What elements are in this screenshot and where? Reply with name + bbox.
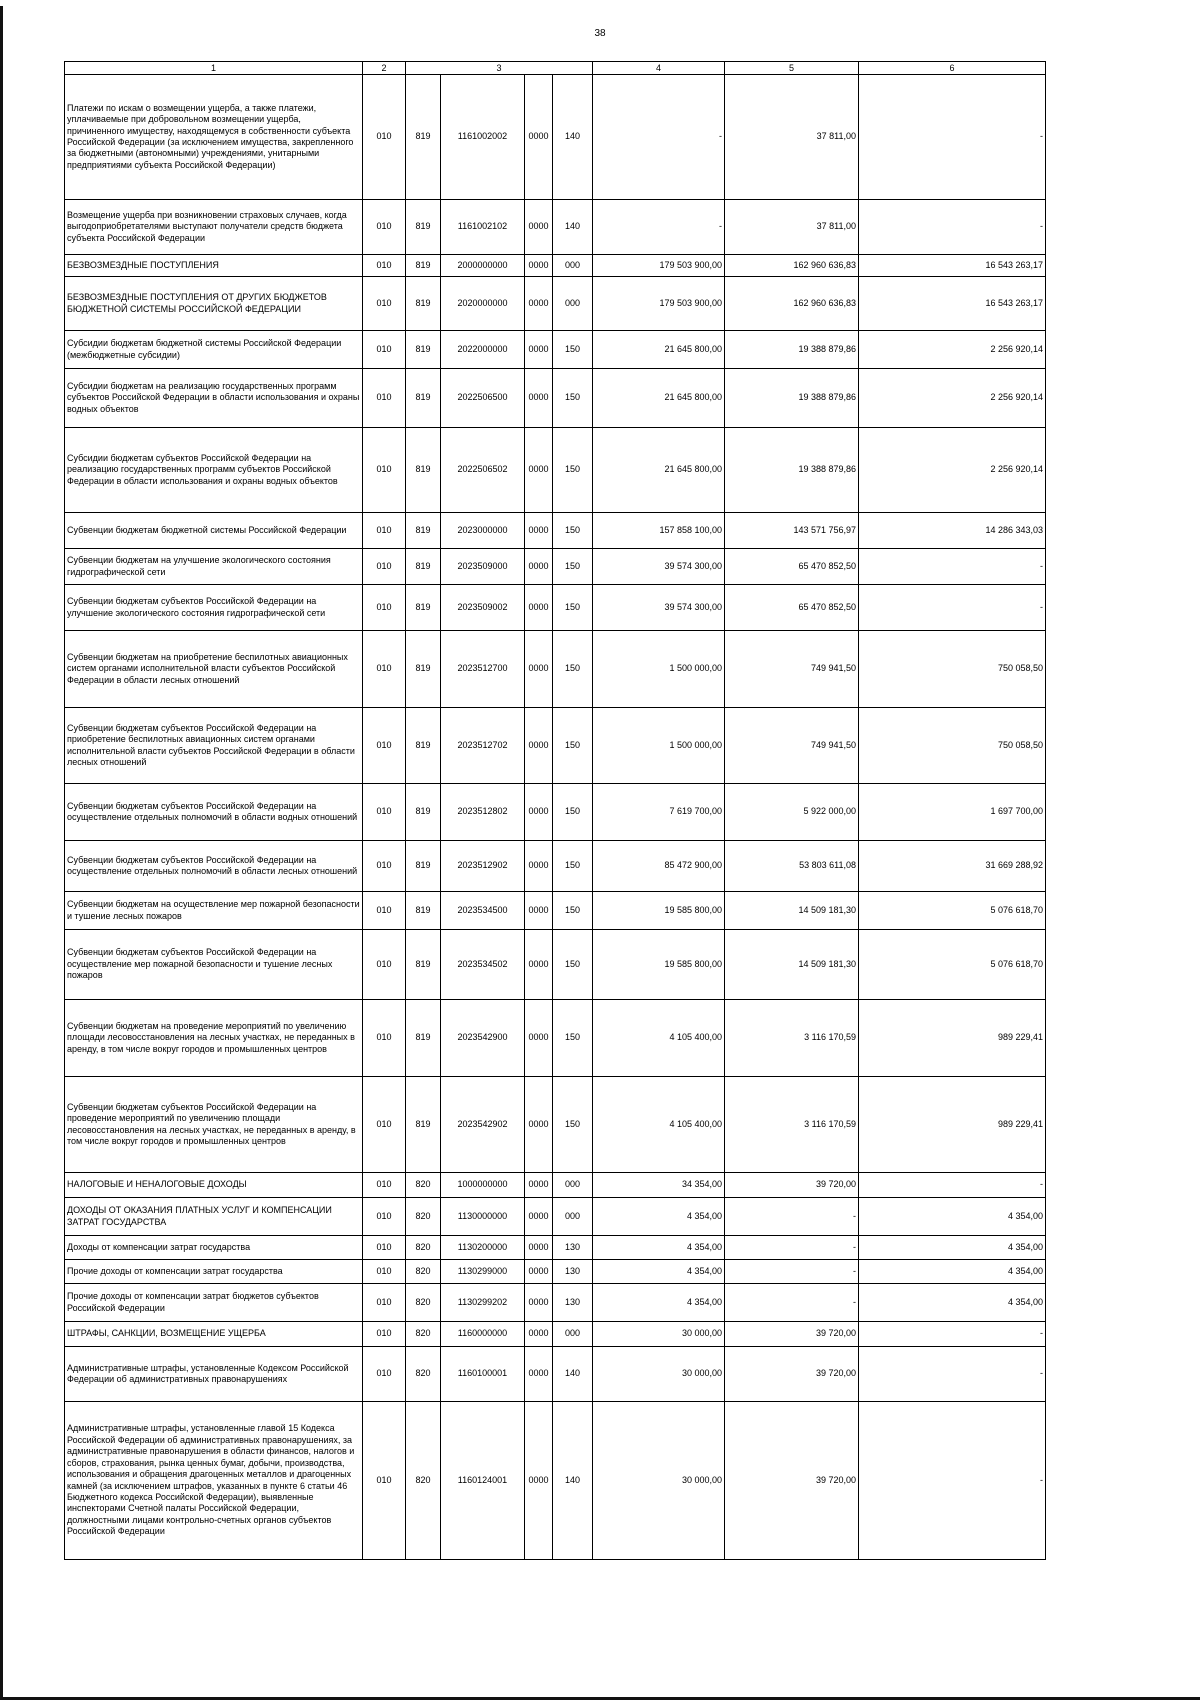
code-sub: 0000 bbox=[525, 75, 553, 200]
code-sub: 0000 bbox=[525, 277, 553, 331]
value-col5: 37 811,00 bbox=[725, 200, 859, 255]
value-col4: 85 472 900,00 bbox=[593, 841, 725, 892]
code-income: 2023512702 bbox=[441, 708, 525, 784]
value-col4: 179 503 900,00 bbox=[593, 277, 725, 331]
code-admin: 819 bbox=[406, 1077, 441, 1173]
code-col2: 010 bbox=[363, 369, 406, 428]
value-col5: 37 811,00 bbox=[725, 75, 859, 200]
table-row bbox=[65, 200, 1046, 255]
code-admin: 819 bbox=[406, 549, 441, 585]
value-col6: 2 256 920,14 bbox=[859, 369, 1046, 428]
value-col6: 16 543 263,17 bbox=[859, 277, 1046, 331]
code-admin: 819 bbox=[406, 930, 441, 1000]
value-col5: 65 470 852,50 bbox=[725, 549, 859, 585]
column-number: 1 bbox=[65, 62, 363, 75]
row-name: Субвенции бюджетам на осуществление мер пожарной безопасности и тушение лесных пожаров bbox=[65, 892, 363, 930]
code-admin: 820 bbox=[406, 1198, 441, 1236]
value-col6: 16 543 263,17 bbox=[859, 255, 1046, 277]
code-income: 2023542902 bbox=[441, 1077, 525, 1173]
value-col5: 39 720,00 bbox=[725, 1322, 859, 1347]
column-number-header-row bbox=[65, 62, 1046, 75]
value-col4: 179 503 900,00 bbox=[593, 255, 725, 277]
value-col4: 21 645 800,00 bbox=[593, 428, 725, 513]
value-col6: 31 669 288,92 bbox=[859, 841, 1046, 892]
value-col6: 4 354,00 bbox=[859, 1260, 1046, 1284]
value-col6: 989 229,41 bbox=[859, 1000, 1046, 1077]
column-number: 2 bbox=[363, 62, 406, 75]
code-kosgu: 130 bbox=[553, 1260, 593, 1284]
code-income: 1130000000 bbox=[441, 1198, 525, 1236]
code-sub: 0000 bbox=[525, 1173, 553, 1198]
code-admin: 819 bbox=[406, 708, 441, 784]
value-col6: 5 076 618,70 bbox=[859, 892, 1046, 930]
code-col2: 010 bbox=[363, 1260, 406, 1284]
code-sub: 0000 bbox=[525, 331, 553, 369]
value-col6: 1 697 700,00 bbox=[859, 784, 1046, 841]
code-col2: 010 bbox=[363, 930, 406, 1000]
code-col2: 010 bbox=[363, 428, 406, 513]
value-col4: 30 000,00 bbox=[593, 1322, 725, 1347]
value-col6: 2 256 920,14 bbox=[859, 428, 1046, 513]
code-admin: 820 bbox=[406, 1173, 441, 1198]
table-row bbox=[65, 1402, 1046, 1560]
code-sub: 0000 bbox=[525, 784, 553, 841]
value-col6: 4 354,00 bbox=[859, 1236, 1046, 1260]
code-col2: 010 bbox=[363, 1198, 406, 1236]
code-income: 1130299000 bbox=[441, 1260, 525, 1284]
value-col6: - bbox=[859, 75, 1046, 200]
code-admin: 820 bbox=[406, 1284, 441, 1322]
code-income: 2023509002 bbox=[441, 585, 525, 631]
code-col2: 010 bbox=[363, 631, 406, 708]
value-col4: 4 354,00 bbox=[593, 1198, 725, 1236]
code-income: 2023512802 bbox=[441, 784, 525, 841]
table-row bbox=[65, 841, 1046, 892]
table-row bbox=[65, 255, 1046, 277]
value-col5: - bbox=[725, 1236, 859, 1260]
value-col6: 750 058,50 bbox=[859, 708, 1046, 784]
value-col4: 1 500 000,00 bbox=[593, 708, 725, 784]
code-income: 2023000000 bbox=[441, 513, 525, 549]
table-row bbox=[65, 1284, 1046, 1322]
row-name: Прочие доходы от компенсации затрат государства bbox=[65, 1260, 363, 1284]
code-kosgu: 000 bbox=[553, 255, 593, 277]
value-col5: 39 720,00 bbox=[725, 1173, 859, 1198]
code-sub: 0000 bbox=[525, 708, 553, 784]
code-admin: 819 bbox=[406, 428, 441, 513]
code-income: 1160124001 bbox=[441, 1402, 525, 1560]
code-kosgu: 140 bbox=[553, 1402, 593, 1560]
row-name: Доходы от компенсации затрат государства bbox=[65, 1236, 363, 1260]
value-col4: 21 645 800,00 bbox=[593, 331, 725, 369]
row-name: Прочие доходы от компенсации затрат бюджетов субъектов Российской Федерации bbox=[65, 1284, 363, 1322]
table-row bbox=[65, 1000, 1046, 1077]
value-col4: 4 354,00 bbox=[593, 1284, 725, 1322]
column-number: 6 bbox=[859, 62, 1046, 75]
code-sub: 0000 bbox=[525, 200, 553, 255]
code-kosgu: 150 bbox=[553, 1077, 593, 1173]
code-kosgu: 150 bbox=[553, 513, 593, 549]
value-col4: 39 574 300,00 bbox=[593, 585, 725, 631]
code-kosgu: 150 bbox=[553, 369, 593, 428]
code-kosgu: 150 bbox=[553, 631, 593, 708]
value-col5: 162 960 636,83 bbox=[725, 277, 859, 331]
code-col2: 010 bbox=[363, 200, 406, 255]
value-col4: 4 105 400,00 bbox=[593, 1000, 725, 1077]
row-name: НАЛОГОВЫЕ И НЕНАЛОГОВЫЕ ДОХОДЫ bbox=[65, 1173, 363, 1198]
code-income: 2020000000 bbox=[441, 277, 525, 331]
row-name: Субвенции бюджетам субъектов Российской Федерации на осуществление отдельных полномочий в области лесных отношений bbox=[65, 841, 363, 892]
value-col6: - bbox=[859, 1347, 1046, 1402]
table-row bbox=[65, 784, 1046, 841]
table-row bbox=[65, 331, 1046, 369]
value-col5: 53 803 611,08 bbox=[725, 841, 859, 892]
table-body bbox=[65, 75, 1046, 1560]
row-name: БЕЗВОЗМЕЗДНЫЕ ПОСТУПЛЕНИЯ ОТ ДРУГИХ БЮДЖЕТОВ БЮДЖЕТНОЙ СИСТЕМЫ РОССИЙСКОЙ ФЕДЕРАЦИИ bbox=[65, 277, 363, 331]
row-name: Субвенции бюджетам субъектов Российской Федерации на осуществление мер пожарной безопасности и тушение лесных пожаров bbox=[65, 930, 363, 1000]
code-sub: 0000 bbox=[525, 1000, 553, 1077]
code-kosgu: 000 bbox=[553, 1198, 593, 1236]
code-col2: 010 bbox=[363, 331, 406, 369]
code-admin: 819 bbox=[406, 631, 441, 708]
code-income: 2000000000 bbox=[441, 255, 525, 277]
code-admin: 819 bbox=[406, 784, 441, 841]
value-col4: 4 354,00 bbox=[593, 1236, 725, 1260]
value-col5: 749 941,50 bbox=[725, 708, 859, 784]
value-col6: 14 286 343,03 bbox=[859, 513, 1046, 549]
row-name: Субвенции бюджетам на проведение мероприятий по увеличению площади лесовосстановления на лесных участках, не переданных в аренду, в том числе вокруг городов и промышленных центров bbox=[65, 1000, 363, 1077]
code-kosgu: 000 bbox=[553, 1173, 593, 1198]
budget-income-table bbox=[64, 61, 1046, 1560]
code-income: 1000000000 bbox=[441, 1173, 525, 1198]
code-col2: 010 bbox=[363, 277, 406, 331]
code-kosgu: 150 bbox=[553, 1000, 593, 1077]
value-col5: 19 388 879,86 bbox=[725, 369, 859, 428]
code-kosgu: 000 bbox=[553, 277, 593, 331]
code-sub: 0000 bbox=[525, 1402, 553, 1560]
code-kosgu: 130 bbox=[553, 1284, 593, 1322]
table-row bbox=[65, 277, 1046, 331]
code-kosgu: 150 bbox=[553, 841, 593, 892]
code-admin: 819 bbox=[406, 200, 441, 255]
row-name: Административные штрафы, установленные Кодексом Российской Федерации об административных правонарушениях bbox=[65, 1347, 363, 1402]
code-kosgu: 150 bbox=[553, 549, 593, 585]
code-admin: 820 bbox=[406, 1402, 441, 1560]
code-admin: 820 bbox=[406, 1322, 441, 1347]
code-col2: 010 bbox=[363, 1402, 406, 1560]
code-kosgu: 130 bbox=[553, 1236, 593, 1260]
code-col2: 010 bbox=[363, 585, 406, 631]
code-col2: 010 bbox=[363, 1173, 406, 1198]
code-sub: 0000 bbox=[525, 841, 553, 892]
code-col2: 010 bbox=[363, 1236, 406, 1260]
row-name: Административные штрафы, установленные главой 15 Кодекса Российской Федерации об административных правонарушениях, за административные правонарушения в области финансов, налогов и сборов, страхования, рынка ценных бумаг, добычи, производства, использования и обращения драгоценных металлов и драгоценных камней (за исключением штрафов, указанных в пункте 6 статьи 46 Бюджетного кодекса Российской Федерации), выявленные инспекторами Счетной палаты Российской Федерации, должностными лицами контрольно-счетных органов субъектов Российской Федерации bbox=[65, 1402, 363, 1560]
value-col5: 19 388 879,86 bbox=[725, 428, 859, 513]
table-row bbox=[65, 1077, 1046, 1173]
code-sub: 0000 bbox=[525, 428, 553, 513]
table-row bbox=[65, 1198, 1046, 1236]
value-col5: 39 720,00 bbox=[725, 1347, 859, 1402]
table-row bbox=[65, 930, 1046, 1000]
row-name: Субвенции бюджетам субъектов Российской Федерации на осуществление отдельных полномочий в области водных отношений bbox=[65, 784, 363, 841]
value-col5: 162 960 636,83 bbox=[725, 255, 859, 277]
code-kosgu: 140 bbox=[553, 200, 593, 255]
row-name: Возмещение ущерба при возникновении страховых случаев, когда выгодоприобретателями выступают получатели средств бюджета субъекта Российской Федерации bbox=[65, 200, 363, 255]
code-sub: 0000 bbox=[525, 930, 553, 1000]
value-col6: - bbox=[859, 1173, 1046, 1198]
code-admin: 820 bbox=[406, 1260, 441, 1284]
code-col2: 010 bbox=[363, 708, 406, 784]
code-kosgu: 150 bbox=[553, 428, 593, 513]
code-income: 2023542900 bbox=[441, 1000, 525, 1077]
value-col5: 749 941,50 bbox=[725, 631, 859, 708]
code-kosgu: 150 bbox=[553, 930, 593, 1000]
code-admin: 819 bbox=[406, 841, 441, 892]
table-row bbox=[65, 428, 1046, 513]
value-col4: 34 354,00 bbox=[593, 1173, 725, 1198]
code-sub: 0000 bbox=[525, 1260, 553, 1284]
table-row bbox=[65, 1173, 1046, 1198]
code-admin: 819 bbox=[406, 75, 441, 200]
row-name: Субвенции бюджетам на улучшение экологического состояния гидрографической сети bbox=[65, 549, 363, 585]
value-col5: 143 571 756,97 bbox=[725, 513, 859, 549]
code-kosgu: 150 bbox=[553, 708, 593, 784]
value-col5: - bbox=[725, 1260, 859, 1284]
value-col4: - bbox=[593, 75, 725, 200]
code-col2: 010 bbox=[363, 75, 406, 200]
code-col2: 010 bbox=[363, 1000, 406, 1077]
table-row bbox=[65, 708, 1046, 784]
code-income: 2023512700 bbox=[441, 631, 525, 708]
code-col2: 010 bbox=[363, 1284, 406, 1322]
value-col5: 19 388 879,86 bbox=[725, 331, 859, 369]
code-income: 2022506500 bbox=[441, 369, 525, 428]
code-col2: 010 bbox=[363, 549, 406, 585]
code-income: 2023512902 bbox=[441, 841, 525, 892]
row-name: БЕЗВОЗМЕЗДНЫЕ ПОСТУПЛЕНИЯ bbox=[65, 255, 363, 277]
code-admin: 819 bbox=[406, 585, 441, 631]
value-col6: 4 354,00 bbox=[859, 1198, 1046, 1236]
row-name: ШТРАФЫ, САНКЦИИ, ВОЗМЕЩЕНИЕ УЩЕРБА bbox=[65, 1322, 363, 1347]
scan-bottom-edge bbox=[0, 1697, 1200, 1700]
value-col6: - bbox=[859, 1322, 1046, 1347]
code-admin: 819 bbox=[406, 513, 441, 549]
row-name: Субвенции бюджетам субъектов Российской Федерации на улучшение экологического состояния гидрографической сети bbox=[65, 585, 363, 631]
value-col6: 989 229,41 bbox=[859, 1077, 1046, 1173]
value-col4: 1 500 000,00 bbox=[593, 631, 725, 708]
value-col4: 21 645 800,00 bbox=[593, 369, 725, 428]
code-income: 1130299202 bbox=[441, 1284, 525, 1322]
value-col5: 3 116 170,59 bbox=[725, 1077, 859, 1173]
value-col6: 5 076 618,70 bbox=[859, 930, 1046, 1000]
row-name: Субсидии бюджетам бюджетной системы Российской Федерации (межбюджетные субсидии) bbox=[65, 331, 363, 369]
code-admin: 819 bbox=[406, 892, 441, 930]
value-col5: - bbox=[725, 1198, 859, 1236]
table-row bbox=[65, 369, 1046, 428]
value-col4: 39 574 300,00 bbox=[593, 549, 725, 585]
value-col6: - bbox=[859, 549, 1046, 585]
code-sub: 0000 bbox=[525, 892, 553, 930]
value-col5: 14 509 181,30 bbox=[725, 892, 859, 930]
row-name: Субвенции бюджетам субъектов Российской Федерации на приобретение беспилотных авиационных систем органами исполнительной власти субъектов Российской Федерации в области лесных отношений bbox=[65, 708, 363, 784]
code-col2: 010 bbox=[363, 892, 406, 930]
table-row bbox=[65, 549, 1046, 585]
code-admin: 820 bbox=[406, 1347, 441, 1402]
table-row bbox=[65, 1260, 1046, 1284]
code-income: 1160000000 bbox=[441, 1322, 525, 1347]
code-sub: 0000 bbox=[525, 255, 553, 277]
code-income: 2022506502 bbox=[441, 428, 525, 513]
value-col6: - bbox=[859, 585, 1046, 631]
value-col5: 3 116 170,59 bbox=[725, 1000, 859, 1077]
value-col4: 7 619 700,00 bbox=[593, 784, 725, 841]
code-income: 2023534500 bbox=[441, 892, 525, 930]
table-row bbox=[65, 631, 1046, 708]
value-col4: 4 354,00 bbox=[593, 1260, 725, 1284]
code-kosgu: 140 bbox=[553, 1347, 593, 1402]
table-row bbox=[65, 1322, 1046, 1347]
code-sub: 0000 bbox=[525, 513, 553, 549]
table-row bbox=[65, 75, 1046, 200]
code-income: 1160100001 bbox=[441, 1347, 525, 1402]
table-row bbox=[65, 1347, 1046, 1402]
value-col5: 14 509 181,30 bbox=[725, 930, 859, 1000]
code-col2: 010 bbox=[363, 513, 406, 549]
code-col2: 010 bbox=[363, 255, 406, 277]
value-col6: - bbox=[859, 1402, 1046, 1560]
code-sub: 0000 bbox=[525, 1236, 553, 1260]
page-number: 38 bbox=[594, 28, 606, 39]
code-income: 1161002102 bbox=[441, 200, 525, 255]
row-name: Субсидии бюджетам субъектов Российской Федерации на реализацию государственных программ субъектов Российской Федерации в области использования и охраны водных объектов bbox=[65, 428, 363, 513]
code-kosgu: 140 bbox=[553, 75, 593, 200]
value-col6: 4 354,00 bbox=[859, 1284, 1046, 1322]
code-sub: 0000 bbox=[525, 1284, 553, 1322]
code-sub: 0000 bbox=[525, 1077, 553, 1173]
table-row bbox=[65, 892, 1046, 930]
code-sub: 0000 bbox=[525, 1198, 553, 1236]
row-name: Платежи по искам о возмещении ущерба, а также платежи, уплачиваемые при добровольном возмещении ущерба, причиненного имуществу, находящемуся в собственности субъекта Российской Федерации (за исключением имущества, закрепленного за бюджетными (автономными) учреждениями, унитарными предприятиями субъекта Российской Федерации) bbox=[65, 75, 363, 200]
code-col2: 010 bbox=[363, 1077, 406, 1173]
code-sub: 0000 bbox=[525, 585, 553, 631]
code-sub: 0000 bbox=[525, 1347, 553, 1402]
code-col2: 010 bbox=[363, 1347, 406, 1402]
value-col4: 19 585 800,00 bbox=[593, 892, 725, 930]
code-income: 2023534502 bbox=[441, 930, 525, 1000]
value-col5: - bbox=[725, 1284, 859, 1322]
code-sub: 0000 bbox=[525, 549, 553, 585]
value-col6: 2 256 920,14 bbox=[859, 331, 1046, 369]
code-sub: 0000 bbox=[525, 631, 553, 708]
code-income: 1130200000 bbox=[441, 1236, 525, 1260]
value-col4: 30 000,00 bbox=[593, 1347, 725, 1402]
code-income: 1161002002 bbox=[441, 75, 525, 200]
value-col4: 157 858 100,00 bbox=[593, 513, 725, 549]
row-name: Субвенции бюджетам бюджетной системы Российской Федерации bbox=[65, 513, 363, 549]
value-col4: - bbox=[593, 200, 725, 255]
value-col6: - bbox=[859, 200, 1046, 255]
code-income: 2022000000 bbox=[441, 331, 525, 369]
code-admin: 819 bbox=[406, 369, 441, 428]
code-col2: 010 bbox=[363, 784, 406, 841]
table-row bbox=[65, 513, 1046, 549]
code-admin: 820 bbox=[406, 1236, 441, 1260]
code-admin: 819 bbox=[406, 277, 441, 331]
code-admin: 819 bbox=[406, 331, 441, 369]
scan-left-edge bbox=[0, 6, 3, 1698]
code-kosgu: 150 bbox=[553, 892, 593, 930]
value-col4: 19 585 800,00 bbox=[593, 930, 725, 1000]
code-kosgu: 000 bbox=[553, 1322, 593, 1347]
code-admin: 819 bbox=[406, 255, 441, 277]
table-row bbox=[65, 1236, 1046, 1260]
row-name: Субсидии бюджетам на реализацию государственных программ субъектов Российской Федерации в области использования и охраны водных объектов bbox=[65, 369, 363, 428]
code-admin: 819 bbox=[406, 1000, 441, 1077]
table-row bbox=[65, 585, 1046, 631]
code-sub: 0000 bbox=[525, 369, 553, 428]
code-kosgu: 150 bbox=[553, 784, 593, 841]
row-name: Субвенции бюджетам субъектов Российской Федерации на проведение мероприятий по увеличению площади лесовосстановления на лесных участках, не переданных в аренду, в том числе вокруг городов и промышленных центров bbox=[65, 1077, 363, 1173]
row-name: Субвенции бюджетам на приобретение беспилотных авиационных систем органами исполнительной власти субъектов Российской Федерации в области лесных отношений bbox=[65, 631, 363, 708]
value-col6: 750 058,50 bbox=[859, 631, 1046, 708]
value-col4: 30 000,00 bbox=[593, 1402, 725, 1560]
code-kosgu: 150 bbox=[553, 331, 593, 369]
value-col5: 5 922 000,00 bbox=[725, 784, 859, 841]
value-col5: 65 470 852,50 bbox=[725, 585, 859, 631]
column-number: 4 bbox=[593, 62, 725, 75]
code-income: 2023509000 bbox=[441, 549, 525, 585]
code-col2: 010 bbox=[363, 1322, 406, 1347]
code-sub: 0000 bbox=[525, 1322, 553, 1347]
column-number: 3 bbox=[406, 62, 593, 75]
value-col4: 4 105 400,00 bbox=[593, 1077, 725, 1173]
value-col5: 39 720,00 bbox=[725, 1402, 859, 1560]
code-col2: 010 bbox=[363, 841, 406, 892]
column-number: 5 bbox=[725, 62, 859, 75]
code-kosgu: 150 bbox=[553, 585, 593, 631]
row-name: ДОХОДЫ ОТ ОКАЗАНИЯ ПЛАТНЫХ УСЛУГ И КОМПЕНСАЦИИ ЗАТРАТ ГОСУДАРСТВА bbox=[65, 1198, 363, 1236]
